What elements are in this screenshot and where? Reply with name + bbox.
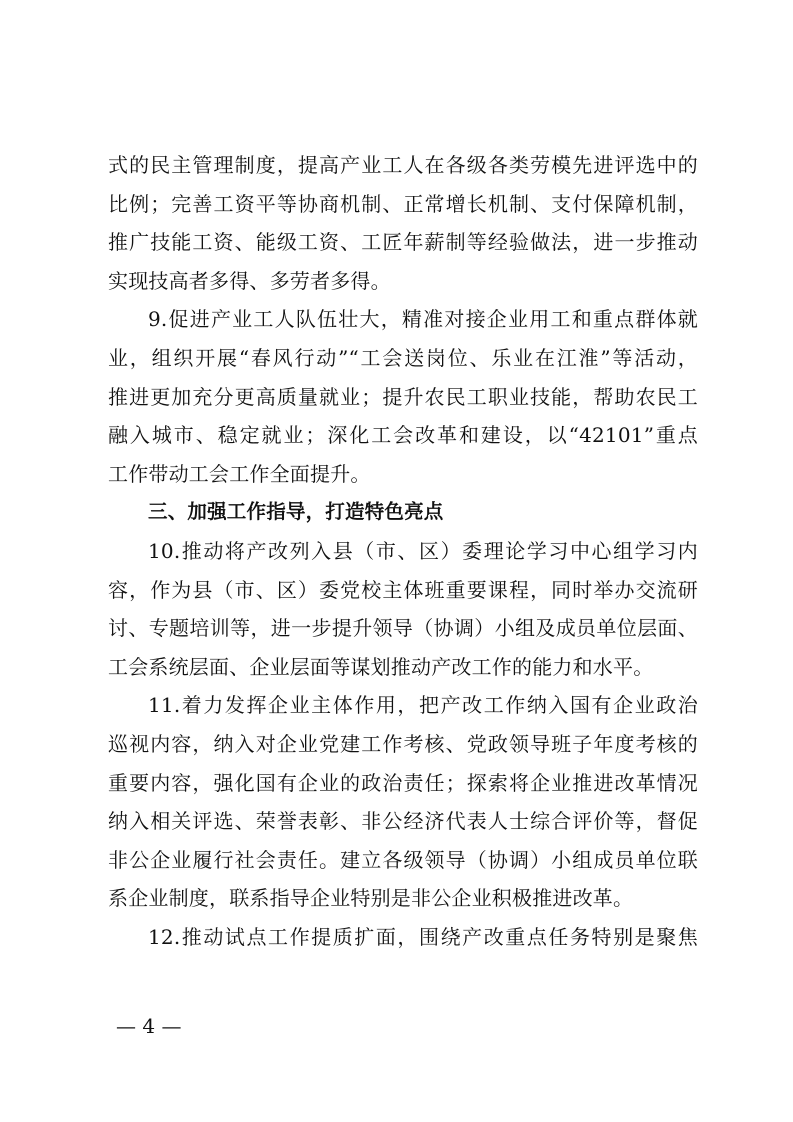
text-line: 重要内容，强化国有企业的政治责任；探索将企业推进改革情况 <box>108 770 698 795</box>
text-line: 非公企业履行社会责任。建立各级领导（协调）小组成员单位联 <box>108 847 698 872</box>
text-line: 融入城市、稳定就业；深化工会改革和建设，以“42101”重点 <box>108 423 698 448</box>
text-line: 推进更加充分更高质量就业；提升农民工职业技能，帮助农民工 <box>108 384 698 409</box>
paragraph <box>108 918 698 957</box>
text-line: 9.促进产业工人队伍壮大，精准对接企业用工和重点群体就 <box>148 307 698 332</box>
paragraph <box>108 532 698 686</box>
text-line: 业，组织开展“春风行动”“工会送岗位、乐业在江淮”等活动， <box>108 345 698 370</box>
text-line: 11.着力发挥企业主体作用，把产改工作纳入国有企业政治 <box>148 693 698 718</box>
text-line: 10.推动将产改列入县（市、区）委理论学习中心组学习内 <box>148 538 698 563</box>
text-line: 实现技高者多得、多劳者多得。 <box>108 268 391 293</box>
page-number: — 4 — <box>116 1014 182 1038</box>
section-heading <box>108 493 698 532</box>
body-text <box>108 146 698 956</box>
text-line: 系企业制度，联系指导企业特别是非公企业积极推进改革。 <box>108 886 634 911</box>
text-line: 工作带动工会工作全面提升。 <box>108 461 371 486</box>
paragraph <box>108 146 698 300</box>
text-line: 12.推动试点工作提质扩面，围绕产改重点任务特别是聚焦 <box>148 924 698 949</box>
text-line: 工会系统层面、企业层面等谋划推动产改工作的能力和水平。 <box>108 654 654 679</box>
text-line: 比例；完善工资平等协商机制、正常增长机制、支付保障机制， <box>108 191 698 216</box>
paragraph <box>108 686 698 918</box>
paragraph <box>108 300 698 493</box>
text-line: 纳入相关评选、荣誉表彰、非公经济代表人士综合评价等，督促 <box>108 809 698 834</box>
heading-line: 三、加强工作指导，打造特色亮点 <box>148 500 444 524</box>
text-line: 讨、专题培训等，进一步提升领导（协调）小组及成员单位层面、 <box>108 616 698 641</box>
text-line: 容，作为县（市、区）委党校主体班重要课程，同时举办交流研 <box>108 577 698 602</box>
text-line: 巡视内容，纳入对企业党建工作考核、党政领导班子年度考核的 <box>108 731 698 756</box>
text-line: 推广技能工资、能级工资、工匠年薪制等经验做法，进一步推动 <box>108 230 698 255</box>
text-line: 式的民主管理制度，提高产业工人在各级各类劳模先进评选中的 <box>108 153 698 177</box>
